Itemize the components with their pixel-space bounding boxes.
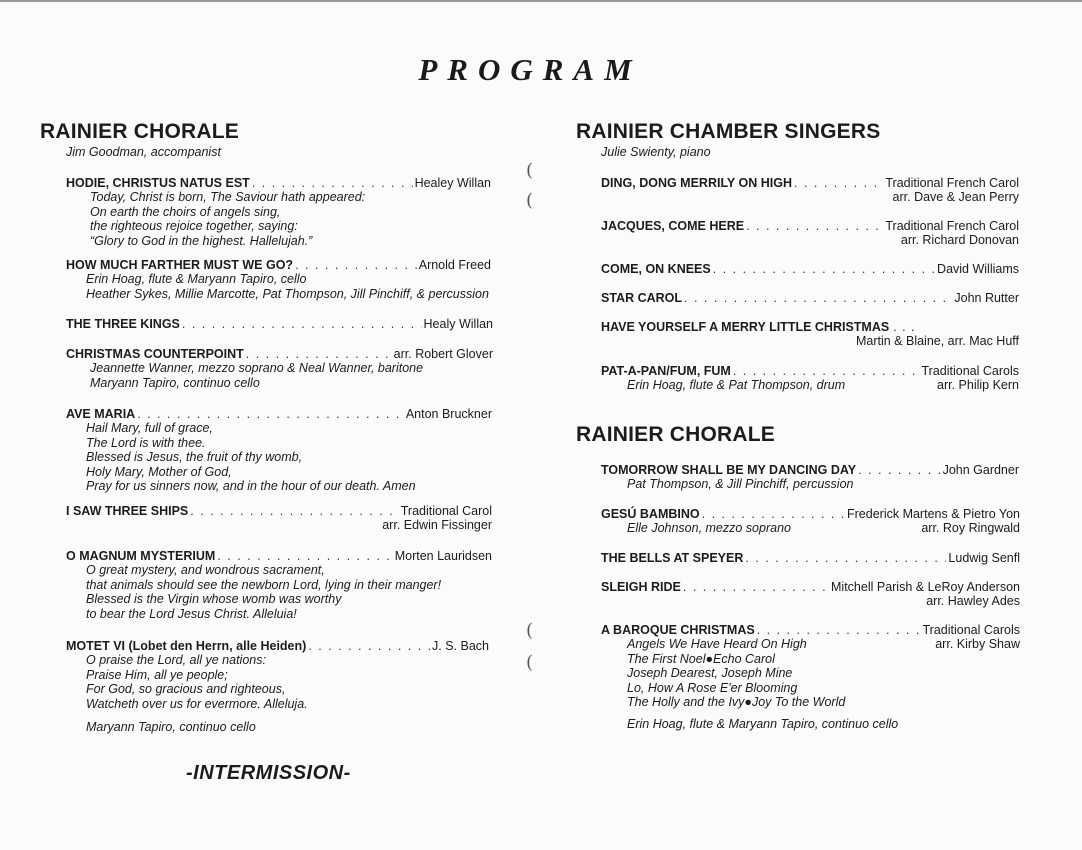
text-line: to bear the Lord Jesus Christ. Alleluia! (86, 606, 297, 621)
piece-title: COME, ON KNEES (601, 262, 711, 276)
performer-line: Heather Sykes, Millie Marcotte, Pat Thompson, Jill Pinchiff, & percussion (86, 286, 489, 301)
left-footnote: Maryann Tapiro, continuo cello (86, 720, 256, 734)
piece-composer: Healey Willan (414, 176, 491, 190)
piece-composer: Traditional French Carol (885, 176, 1019, 190)
piece-title: HOW MUCH FARTHER MUST WE GO? (66, 258, 294, 272)
program-item-motet-vi (66, 639, 489, 653)
program-item-hodie (66, 176, 491, 190)
leader-dots (217, 549, 392, 563)
program-item-o-magnum-mysterium (66, 549, 492, 563)
text-line: Blessed is Jesus, the fruit of thy womb, (86, 450, 303, 465)
performer-line: Jeannette Wanner, mezzo soprano & Neal Wanner, baritone (90, 361, 424, 375)
right-footnote: Erin Hoag, flute & Maryann Tapiro, continuo cello (627, 717, 899, 731)
text-line: Holy Mary, Mother of God, (86, 464, 232, 479)
text-line: Pray for us sinners now, and in the hour of our death. Amen (86, 479, 416, 494)
piece-performers: Elle Johnson, mezzo soprano (627, 521, 791, 535)
piece-title: O MAGNUM MYSTERIUM (66, 549, 216, 563)
text-line: the righteous rejoice together, saying: (90, 219, 298, 234)
piece-composer: David Williams (937, 262, 1019, 276)
piece-composer: Healy Willan (423, 317, 493, 331)
piece-composer: Morten Lauridsen (394, 549, 492, 563)
piece-composer: John Rutter (954, 291, 1019, 305)
piece-title: TOMORROW SHALL BE MY DANCING DAY (601, 463, 857, 477)
piece-arranger: arr. Edwin Fissinger (382, 518, 492, 532)
program-item-jacques (601, 219, 1019, 233)
piece-title: THE BELLS AT SPEYER (601, 551, 744, 565)
medley-line: Angels We Have Heard On High (627, 637, 807, 651)
piece-arranger: arr. Philip Kern (937, 378, 1019, 392)
text-line: O great mystery, and wondrous sacrament, (86, 563, 325, 577)
leader-dots (713, 262, 935, 276)
piece-title: DING, DONG MERRILY ON HIGH (601, 176, 792, 190)
piece-text-o-magnum (86, 563, 441, 621)
program-item-come-on-knees (601, 262, 1019, 276)
program-item-three-kings (66, 317, 493, 331)
medley-line: Joseph Dearest, Joseph Mine (627, 666, 793, 681)
program-item-pat-a-pan (601, 364, 1019, 378)
medley-line: The First Noel●Echo Carol (627, 651, 775, 666)
right-group-heading-chorale: RAINIER CHORALE (576, 423, 776, 446)
medley-line: Lo, How A Rose E'er Blooming (627, 680, 798, 695)
program-item-tomorrow (601, 463, 1019, 477)
program-item-baroque-christmas (601, 623, 1020, 637)
leader-dots (182, 317, 422, 331)
piece-title: A BAROQUE CHRISTMAS (601, 623, 755, 637)
piece-title: AVE MARIA (66, 407, 136, 421)
piece-composer: J. S. Bach (432, 639, 489, 653)
piece-arranger: Martin & Blaine, arr. Mac Huff (855, 334, 1019, 348)
piece-composer: Traditional Carol (400, 504, 492, 518)
program-item-merry-little-christmas (601, 320, 916, 334)
piece-composer: Anton Bruckner (405, 407, 492, 421)
right-group-heading-chamber: RAINIER CHAMBER SINGERS (576, 120, 881, 143)
text-line: Today, Christ is born, The Saviour hath appeared: (90, 190, 366, 204)
leader-dots (794, 176, 883, 190)
leader-dots (745, 551, 946, 565)
piece-composer: Traditional Carols (921, 364, 1019, 378)
piece-composer: Mitchell Parish & LeRoy Anderson (831, 580, 1020, 594)
piece-title: HAVE YOURSELF A MERRY LITTLE CHRISTMAS (601, 320, 890, 334)
leader-dots (246, 347, 392, 361)
text-line: Hail Mary, full of grace, (86, 421, 213, 435)
piece-performers: Erin Hoag, flute & Pat Thompson, drum (627, 378, 846, 392)
piece-performers-how-much-farther (86, 272, 489, 301)
piece-composer: Frederick Martens & Pietro Yon (847, 507, 1020, 521)
piece-arranger: arr. Kirby Shaw (935, 637, 1020, 651)
piece-title: SLEIGH RIDE (601, 580, 681, 594)
medley-list (627, 637, 845, 710)
leader-dots (137, 407, 404, 421)
leader-dots (858, 463, 940, 477)
leader-dots (308, 639, 430, 653)
leader-dots (684, 291, 952, 305)
left-group-heading: RAINIER CHORALE (40, 120, 240, 143)
piece-text-ave-maria (86, 421, 416, 494)
performer-line: Maryann Tapiro, continuo cello (90, 375, 260, 390)
piece-performers: Pat Thompson, & Jill Pinchiff, percussion (627, 477, 854, 491)
piece-arranger: arr. Hawley Ades (926, 594, 1020, 608)
program-item-christmas-counterpoint (66, 347, 493, 361)
margin-mark: ( (526, 620, 534, 641)
leader-dots (702, 507, 845, 521)
left-accompanist: Jim Goodman, accompanist (66, 145, 221, 159)
piece-title: PAT-A-PAN/FUM, FUM (601, 364, 731, 378)
leader-dots: . . . (893, 320, 916, 334)
piece-text-motet (86, 653, 308, 711)
leader-dots (746, 219, 883, 233)
piece-title: GESÚ BAMBINO (601, 507, 700, 521)
margin-mark: ( (526, 190, 534, 211)
medley-line: The Holly and the Ivy●Joy To the World (627, 695, 846, 710)
text-line: “Glory to God in the highest. Hallelujah.” (90, 233, 313, 248)
leader-dots (190, 504, 399, 518)
program-item-sleigh-ride (601, 580, 1020, 594)
program-item-i-saw-three-ships (66, 504, 492, 518)
leader-dots (733, 364, 920, 378)
piece-composer: Traditional French Carol (885, 219, 1019, 233)
piece-title: HODIE, CHRISTUS NATUS EST (66, 176, 250, 190)
program-item-bells-at-speyer (601, 551, 1020, 565)
text-line: Watcheth over us for evermore. Alleluja. (86, 696, 308, 711)
piece-title: MOTET VI (Lobet den Herrn, alle Heiden) (66, 639, 307, 653)
program-item-how-much-farther (66, 258, 491, 272)
text-line: For God, so gracious and righteous, (86, 682, 286, 697)
piece-composer: Arnold Freed (418, 258, 491, 272)
piece-title: CHRISTMAS COUNTERPOINT (66, 347, 244, 361)
piece-title: JACQUES, COME HERE (601, 219, 745, 233)
right-pianist: Julie Swienty, piano (601, 145, 711, 159)
leader-dots (683, 580, 829, 594)
leader-dots (295, 258, 417, 272)
piece-composer: arr. Robert Glover (393, 347, 493, 361)
program-item-star-carol (601, 291, 1019, 305)
piece-composer: Traditional Carols (922, 623, 1020, 637)
top-border (0, 0, 1082, 2)
program-item-ave-maria (66, 407, 492, 421)
text-line: The Lord is with thee. (86, 435, 206, 450)
text-line: On earth the choirs of angels sing, (90, 204, 281, 219)
piece-title: THE THREE KINGS (66, 317, 180, 331)
piece-arranger: arr. Roy Ringwald (921, 521, 1020, 535)
page-title: PROGRAM (418, 52, 642, 87)
leader-dots (252, 176, 413, 190)
leader-dots (757, 623, 921, 637)
program-item-gesu-bambino (601, 507, 1020, 521)
piece-arranger: arr. Dave & Jean Perry (892, 190, 1019, 204)
margin-mark: ( (526, 652, 534, 673)
piece-composer: John Gardner (942, 463, 1019, 477)
text-line: that animals should see the newborn Lord, lying in their manger! (86, 577, 442, 592)
piece-performers-christmas-counterpoint (90, 361, 423, 390)
program-item-ding-dong (601, 176, 1019, 190)
margin-mark: ( (526, 160, 534, 181)
text-line: O praise the Lord, all ye nations: (86, 653, 266, 667)
piece-text-hodie (90, 190, 365, 248)
performer-line: Erin Hoag, flute & Maryann Tapiro, cello (86, 272, 307, 286)
piece-arranger: arr. Richard Donovan (900, 233, 1019, 247)
text-line: Blessed is the Virgin whose womb was worthy (86, 592, 342, 607)
text-line: Praise Him, all ye people; (86, 667, 228, 682)
intermission-label: -INTERMISSION- (186, 762, 351, 784)
piece-title: STAR CAROL (601, 291, 683, 305)
piece-composer: Ludwig Senfl (948, 551, 1020, 565)
piece-title: I SAW THREE SHIPS (66, 504, 189, 518)
